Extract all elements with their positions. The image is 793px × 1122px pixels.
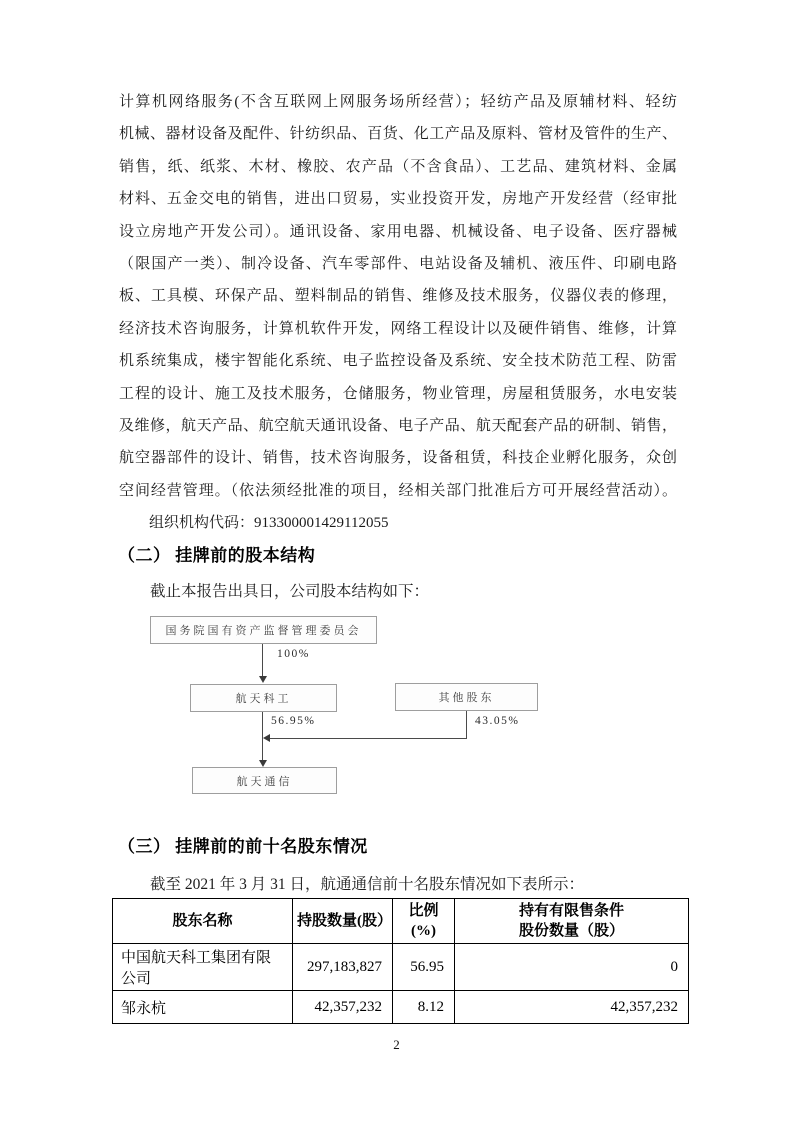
org-code-line: 组织机构代码：913300001429112055 — [149, 515, 389, 531]
paragraph-line: 计算机网络服务(不含互联网上网服务场所经营）；轻纺产品及原辅材料、轻纺 — [119, 94, 677, 110]
section-2-intro: 截止本报告出具日，公司股本结构如下： — [150, 583, 430, 600]
paragraph-line: 板、工具模、环保产品、塑料制品的销售、维修及技术服务，仪器仪表的修理， — [119, 288, 677, 305]
col-header-shares-held: 持股数量(股） — [293, 899, 393, 944]
shareholders-table — [112, 898, 689, 1024]
page-number: 2 — [393, 1037, 400, 1052]
col-header-restricted-shares — [455, 899, 689, 944]
table-row — [113, 944, 689, 991]
paragraph-line: 航空器部件的设计、销售，技术咨询服务，设备租赁，科技企业孵化服务，众创 — [119, 450, 677, 467]
col-header-restricted-line2: 股份数量（股） — [518, 923, 624, 939]
cell-shares-held: 297,183,827 — [293, 944, 393, 991]
arrow-down-icon — [259, 676, 267, 683]
arrow-down-icon — [259, 760, 267, 767]
connector-line-vertical — [466, 711, 467, 739]
cell-restricted-shares: 0 — [455, 944, 689, 991]
ownership-pct-right: 43.05% — [475, 715, 520, 727]
table-row — [113, 991, 689, 1024]
col-header-shareholder-name: 股东名称 — [113, 899, 293, 944]
ownership-pct-100: 100% — [277, 648, 310, 660]
diagram-box-sasac: 国务院国有资产监督管理委员会 — [150, 616, 377, 644]
section-3-intro: 截至 2021 年 3 月 31 日，航通通信前十名股东情况如下表所示： — [150, 876, 585, 893]
paragraph-line: （限国产一类）、制冷设备、汽车零部件、电站设备及辅机、液压件、印刷电路 — [119, 256, 677, 273]
cell-restricted-shares: 42,357,232 — [455, 991, 689, 1024]
paragraph-line: 机械、器材设备及配件、针纺织品、百货、化工产品及原料、管材及管件的生产、 — [119, 126, 677, 143]
diagram-box-casic: 航天科工 — [190, 684, 337, 712]
col-header-restricted-line1: 持有有限售条件 — [518, 903, 624, 919]
paragraph-line: 机系统集成，楼宇智能化系统、电子监控设备及系统、安全技术防范工程、防雷 — [119, 353, 677, 370]
business-scope-paragraph — [119, 86, 677, 507]
paragraph-line: 工程的设计、施工及技术服务，仓储服务，物业管理，房屋租赁服务，水电安装 — [119, 385, 677, 402]
cell-shareholder-name: 中国航天科工集团有限公司 — [113, 944, 293, 991]
cell-shares-held: 42,357,232 — [293, 991, 393, 1024]
paragraph-line: 经济技术咨询服务，计算机软件开发，网络工程设计以及硬件销售、维修，计算 — [119, 320, 677, 337]
arrow-left-icon — [263, 734, 270, 742]
paragraph-line: 材料、五金交电的销售，进出口贸易，实业投资开发，房地产开发经营（经审批 — [119, 191, 677, 208]
paragraph-line: 空间经营管理。（依法须经批准的项目，经相关部门批准后方可开展经营活动）。 — [119, 482, 677, 499]
diagram-box-aerospace-comm: 航天通信 — [192, 767, 337, 794]
equity-structure-diagram — [148, 612, 548, 802]
cell-ratio: 8.12 — [393, 991, 455, 1024]
ownership-pct-left: 56.95% — [271, 715, 316, 727]
cell-ratio: 56.95 — [393, 944, 455, 991]
cell-shareholder-name: 邹永杭 — [113, 991, 293, 1024]
connector-line-vertical — [262, 644, 263, 677]
paragraph-line: 销售，纸、纸浆、木材、橡胶、农产品（不含食品）、工艺品、建筑材料、金属 — [119, 158, 677, 175]
paragraph-line: 设立房地产开发公司）。通讯设备、家用电器、机械设备、电子设备、医疗器械 — [119, 223, 677, 240]
paragraph-line: 及维修，航天产品、航空航天通讯设备、电子产品、航天配套产品的研制、销售， — [119, 418, 677, 435]
table-header-row — [113, 899, 689, 944]
diagram-box-other-shareholders: 其他股东 — [395, 683, 538, 711]
section-heading-equity-structure: （二） 挂牌前的股本结构 — [118, 546, 316, 565]
section-heading-top-shareholders: （三） 挂牌前的前十名股东情况 — [118, 837, 368, 856]
col-header-ratio: 比例(%) — [393, 899, 455, 944]
connector-line-horizontal — [269, 738, 467, 739]
